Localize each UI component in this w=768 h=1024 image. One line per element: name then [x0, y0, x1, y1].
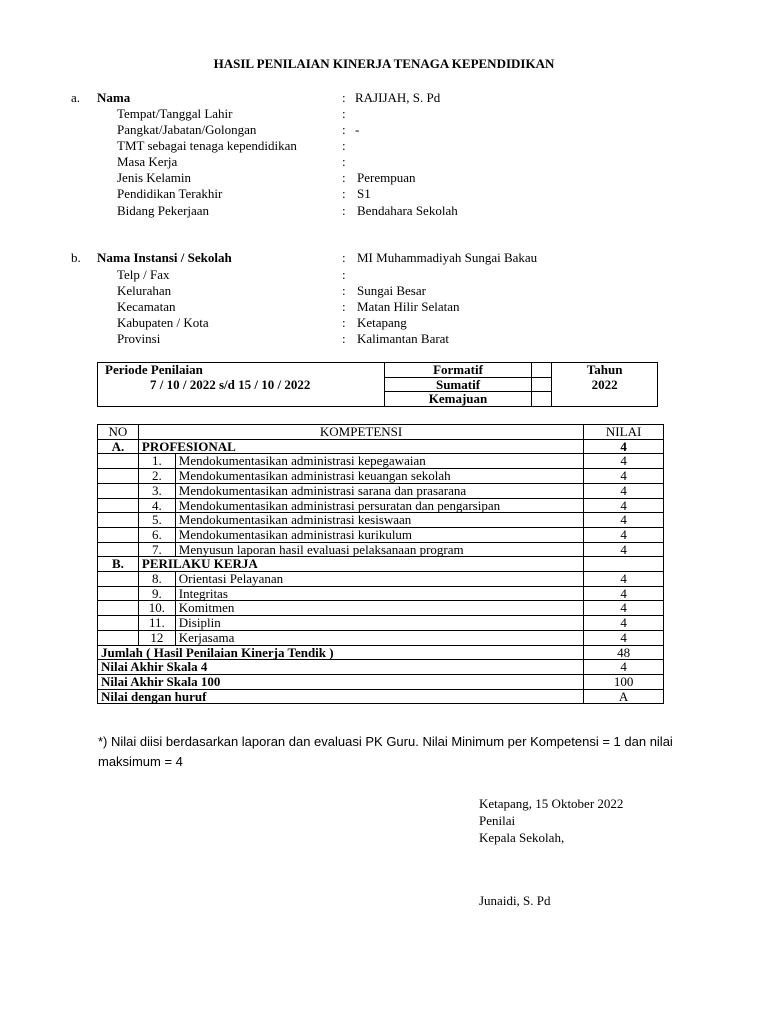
- header-no: NO: [98, 425, 139, 440]
- colon: :: [342, 203, 346, 218]
- item-no: 8.: [138, 572, 175, 587]
- item-nilai: 4: [584, 527, 664, 542]
- item-no: 3.: [138, 483, 175, 498]
- periode-check-formatif: [532, 363, 552, 378]
- item-nilai: 4: [584, 454, 664, 469]
- item-name: Mendokumentasikan administrasi persuratan dan pengarsipan: [175, 498, 583, 513]
- colon: :: [342, 138, 346, 153]
- periode-check-sumatif: [532, 377, 552, 392]
- cell-empty: [98, 542, 139, 557]
- field-label: Provinsi: [117, 331, 161, 346]
- table-row: [98, 513, 664, 528]
- summary-row: [98, 689, 664, 704]
- summary-value: 4: [584, 660, 664, 675]
- cell-empty: [98, 513, 139, 528]
- section-b-heading-value: MI Muhammadiyah Sungai Bakau: [357, 250, 538, 265]
- table-row: [98, 542, 664, 557]
- item-name: Mendokumentasikan administrasi kepegawaian: [175, 454, 583, 469]
- group-row: [98, 439, 664, 454]
- colon: :: [342, 122, 346, 137]
- field-label: Masa Kerja: [117, 154, 178, 169]
- cell-empty: [98, 586, 139, 601]
- cell-empty: [98, 572, 139, 587]
- field-label: Pendidikan Terakhir: [117, 186, 223, 201]
- item-name: Mendokumentasikan administrasi kesiswaan: [175, 513, 583, 528]
- item-no: 5.: [138, 513, 175, 528]
- colon: :: [342, 331, 346, 346]
- table-row: [98, 601, 664, 616]
- cell-empty: [98, 469, 139, 484]
- section-a-letter: a.: [71, 90, 81, 105]
- item-name: Integritas: [175, 586, 583, 601]
- signature-role-1: Penilai: [479, 813, 516, 828]
- section-b-heading: Nama Instansi / Sekolah: [97, 250, 232, 265]
- item-nilai: 4: [584, 498, 664, 513]
- tahun-label: Tahun: [552, 363, 658, 378]
- colon: :: [342, 283, 346, 298]
- cell-empty: [98, 601, 139, 616]
- summary-value: A: [584, 689, 664, 704]
- item-no: 11.: [138, 616, 175, 631]
- table-row: [98, 469, 664, 484]
- section-a-heading: Nama: [97, 90, 131, 105]
- cell-empty: [98, 630, 139, 645]
- field-value: Matan Hilir Selatan: [357, 299, 460, 314]
- summary-label: Nilai dengan huruf: [98, 689, 584, 704]
- group-name: PERILAKU KERJA: [138, 557, 583, 572]
- field-label: TMT sebagai tenaga kependidikan: [117, 138, 297, 153]
- item-name: Disiplin: [175, 616, 583, 631]
- item-name: Komitmen: [175, 601, 583, 616]
- cell-empty: [98, 454, 139, 469]
- section-b-letter: b.: [71, 250, 81, 265]
- field-label: Kecamatan: [117, 299, 176, 314]
- summary-value: 48: [584, 645, 664, 660]
- competency-table: [97, 424, 664, 704]
- colon: :: [342, 186, 346, 201]
- item-no: 1.: [138, 454, 175, 469]
- cell-empty: [98, 527, 139, 542]
- item-name: Menyusun laporan hasil evaluasi pelaksanaan program: [175, 542, 583, 557]
- field-label: Jenis Kelamin: [117, 170, 192, 185]
- section-a-heading-value: RAJIJAH, S. Pd: [355, 90, 441, 105]
- table-row: [98, 572, 664, 587]
- item-nilai: 4: [584, 542, 664, 557]
- group-name: PROFESIONAL: [138, 439, 583, 454]
- item-nilai: 4: [584, 572, 664, 587]
- field-value: S1: [357, 186, 371, 201]
- periode-table: [97, 362, 658, 407]
- cell-empty: [98, 483, 139, 498]
- signature-role-2: Kepala Sekolah,: [479, 830, 565, 845]
- field-value: -: [355, 122, 360, 137]
- summary-label: Jumlah ( Hasil Penilaian Kinerja Tendik ): [98, 645, 584, 660]
- item-no: 10.: [138, 601, 175, 616]
- table-row: [98, 630, 664, 645]
- group-code: B.: [98, 557, 139, 572]
- summary-label: Nilai Akhir Skala 4: [98, 660, 584, 675]
- periode-type-kemajuan: Kemajuan: [384, 392, 532, 407]
- group-nilai: [584, 557, 664, 572]
- item-nilai: 4: [584, 469, 664, 484]
- table-row: [98, 498, 664, 513]
- summary-label: Nilai Akhir Skala 100: [98, 674, 584, 689]
- item-name: Kerjasama: [175, 630, 583, 645]
- item-nilai: 4: [584, 616, 664, 631]
- item-no: 9.: [138, 586, 175, 601]
- item-no: 2.: [138, 469, 175, 484]
- table-row: [98, 586, 664, 601]
- table-row: [98, 454, 664, 469]
- field-label: Kelurahan: [117, 283, 172, 298]
- table-row: [98, 616, 664, 631]
- field-label: Pangkat/Jabatan/Golongan: [117, 122, 257, 137]
- item-nilai: 4: [584, 601, 664, 616]
- header-kompetensi: KOMPETENSI: [138, 425, 583, 440]
- periode-check-kemajuan: [532, 392, 552, 407]
- summary-row: [98, 674, 664, 689]
- item-no: 6.: [138, 527, 175, 542]
- cell-empty: [98, 498, 139, 513]
- header-nilai: NILAI: [584, 425, 664, 440]
- tahun-empty: [552, 392, 658, 407]
- item-nilai: 4: [584, 483, 664, 498]
- signature-name: Junaidi, S. Pd: [479, 893, 551, 908]
- item-no: 12: [138, 630, 175, 645]
- tahun-value: 2022: [552, 377, 658, 392]
- page-title: HASIL PENILAIAN KINERJA TENAGA KEPENDIDIKAN: [213, 56, 555, 71]
- table-row: [98, 527, 664, 542]
- field-value: Bendahara Sekolah: [357, 203, 458, 218]
- field-label: Kabupaten / Kota: [117, 315, 209, 330]
- item-name: Orientasi Pelayanan: [175, 572, 583, 587]
- colon: :: [342, 170, 346, 185]
- field-value: Sungai Besar: [357, 283, 426, 298]
- field-label: Bidang Pekerjaan: [117, 203, 210, 218]
- colon: :: [342, 250, 346, 265]
- footnote: *) Nilai diisi berdasarkan laporan dan evaluasi PK Guru. Nilai Minimum per Kompetensi = 1 dan nilai maksimum = 4: [98, 734, 673, 769]
- field-value: Kalimantan Barat: [357, 331, 450, 346]
- item-no: 4.: [138, 498, 175, 513]
- field-value: Perempuan: [357, 170, 416, 185]
- cell-empty: [98, 616, 139, 631]
- field-label: Tempat/Tanggal Lahir: [117, 106, 233, 121]
- field-value: Ketapang: [357, 315, 407, 330]
- item-nilai: 4: [584, 513, 664, 528]
- item-name: Mendokumentasikan administrasi sarana dan prasarana: [175, 483, 583, 498]
- group-nilai: 4: [584, 439, 664, 454]
- colon: :: [342, 267, 346, 282]
- table-row: [98, 483, 664, 498]
- field-label: Telp / Fax: [117, 267, 170, 282]
- periode-type-sumatif: Sumatif: [384, 377, 532, 392]
- summary-row: [98, 645, 664, 660]
- item-no: 7.: [138, 542, 175, 557]
- summary-value: 100: [584, 674, 664, 689]
- periode-label: Periode Penilaian: [98, 363, 385, 378]
- group-row: [98, 557, 664, 572]
- colon: :: [342, 154, 346, 169]
- colon: :: [342, 299, 346, 314]
- item-nilai: 4: [584, 586, 664, 601]
- group-code: A.: [98, 439, 139, 454]
- signature-place-date: Ketapang, 15 Oktober 2022: [479, 796, 624, 811]
- item-name: Mendokumentasikan administrasi keuangan sekolah: [175, 469, 583, 484]
- colon: :: [342, 315, 346, 330]
- periode-type-formatif: Formatif: [384, 363, 532, 378]
- item-name: Mendokumentasikan administrasi kurikulum: [175, 527, 583, 542]
- periode-empty: [98, 392, 385, 407]
- summary-row: [98, 660, 664, 675]
- colon: :: [342, 90, 346, 105]
- item-nilai: 4: [584, 630, 664, 645]
- periode-range: 7 / 10 / 2022 s/d 15 / 10 / 2022: [98, 377, 385, 392]
- colon: :: [342, 106, 346, 121]
